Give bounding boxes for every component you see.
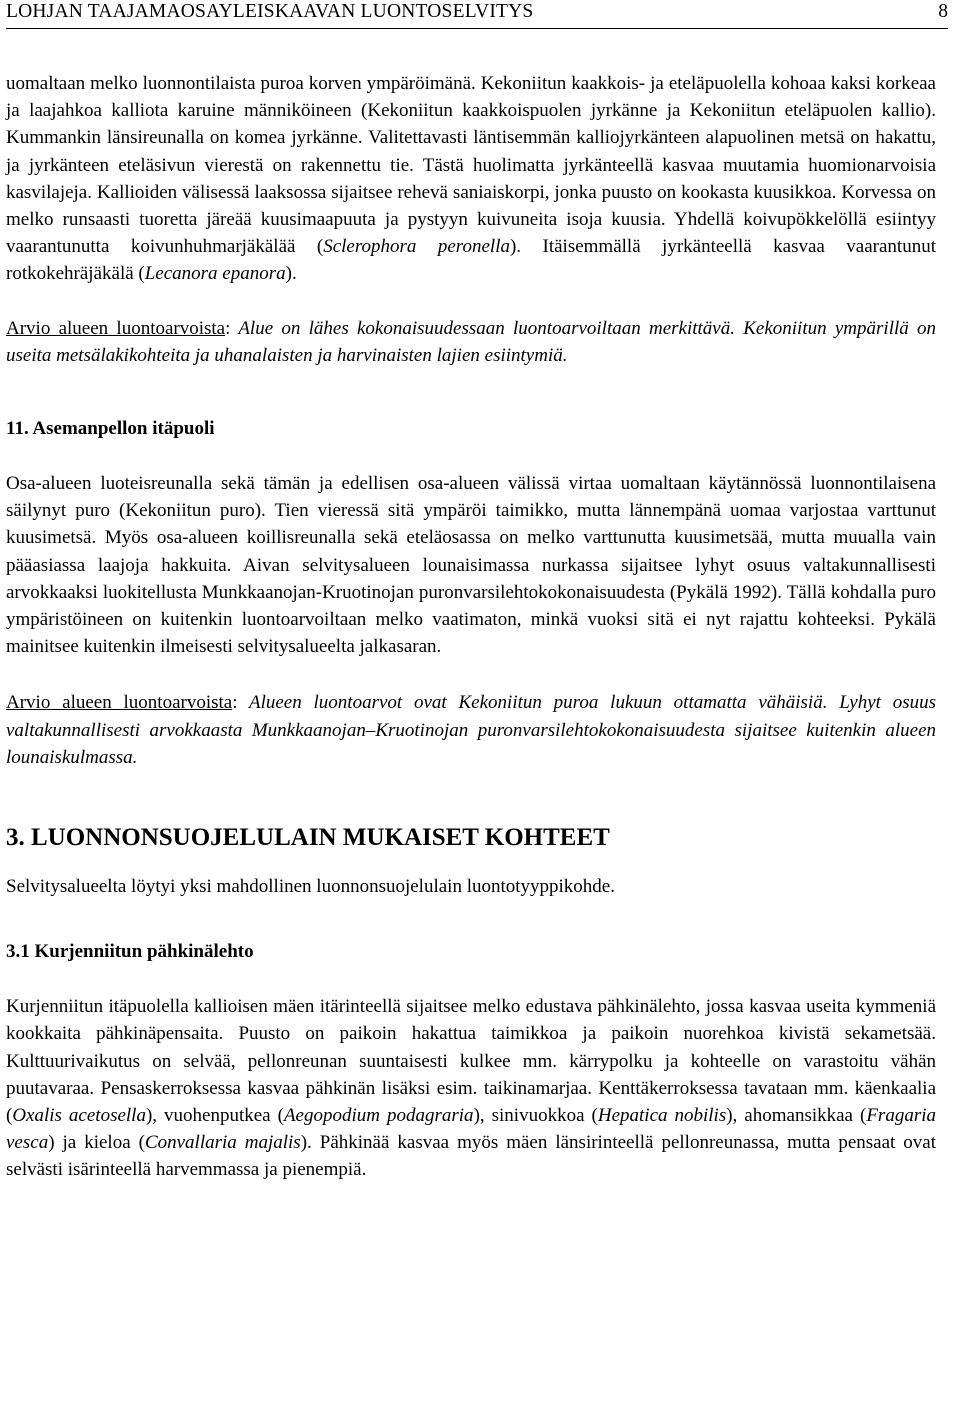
paragraph-asemanpelto: Osa-alueen luoteisreunalla sekä tämän ja edellisen osa-alueen välissä virtaa uomaltaan käytännössä luonnontilaisena säilynyt puro (Kekoniitun puro). Tien vieressä sitä ympäröi taimikko, mutta lännempänä uomaa varjostaa varttunut kuusimetsä. Myös osa-alueen koillisreunalla sekä eteläosassa on melko varttunutta kuusimetsää, mutta muualla vain pääasiassa laajoja hakkuita. Aivan selvitysalueen lounaisimassa nurkassa sijaitsee lyhyt osuus valtakunnallisesti arvokkaaksi luokitellusta Munkkaanojan-Kruotinojan puronvarsilehtokokonaisuudesta (Pykälä 1992). Tällä kohdalla puro ympäristöineen on kuitenkin luontoarvoiltaan melko vaatimaton, minkä vuoksi sitä ei nyt rajattu kohteeksi. Pykälä mainitsee kuitenkin ilmeisesti selvitysalueelta jalkasaran. bbox=[6, 473, 936, 658]
text-run: ), ahomansikkaa ( bbox=[726, 1105, 867, 1127]
evaluation-paragraph-2 bbox=[6, 689, 936, 771]
document-title: LOHJAN TAAJAMAOSAYLEISKAAVAN LUONTOSELVITYS bbox=[6, 1, 534, 22]
text-run: ). Itäisemmällä jyrkänteellä kasvaa vaarantunut rotkokehräjäkälä ( bbox=[6, 236, 936, 285]
paragraph-section3-intro: Selvitysalueelta löytyi yksi mahdollinen luonnonsuojelulain luontotyyppikohde. bbox=[6, 876, 615, 898]
text-run: uomaltaan melko luonnontilaista puroa korven ympäröimänä. Kekoniitun kaakkois- ja eteläpuolella kohoaa kaksi korkeaa ja laajahkoa kalliota karuine männiköineen (Kekoniitun kaakkoispuolen jyrkänne ja Kekoniitun eteläpuolen kallio). Kummankin länsireunalla on komea jyrkänne. Valitettavasti läntisemmän kalliojyrkänteen alapuolinen metsä on hakattu, ja jyrkänteen eteläsivun vierestä on rakennettu tie. Tästä huolimatta jyrkänteellä kasvaa muutamia huomionarvoisia kasvilajeja. Kallioiden välisessä laaksossa sijaitsee rehevä saniaiskorpi, jonka puusto on kookasta kuusikkoa. Korvessa on melko runsaasti tuoretta järeää kuusimaapuuta ja pystyyn kuivuneita isoja kuusia. Yhdellä koivupökkelöllä esiintyy vaarantunutta koivunhuhmarjäkälää ( bbox=[6, 73, 936, 258]
page-header bbox=[6, 0, 948, 29]
species-name: Convallaria majalis bbox=[144, 1132, 301, 1154]
text-run: ). bbox=[285, 263, 297, 285]
text-run: Kurjenniitun itäpuolella kallioisen mäen itärinteellä sijaitsee melko edustava pähkinälehto, jossa kasvaa useita kymmeniä kookkaita pähkinäpensaita. Puusto on paikoin hakattua taimikkoa ja paikoin nuorehkoa kivistä sekametsää. Kulttuurivaikutus on selvää, pellonreunan suuntaisesti kulkee mm. kärrypolku ja kohteelle on varastoitu vähän puutavaraa. Pensaskerroksessa kasvaa pähkinän lisäksi esim. taikinamarjaa. Kenttäkerroksessa tavataan mm. käenkaalia ( bbox=[6, 996, 936, 1127]
text-run: ) ja kieloa ( bbox=[48, 1132, 145, 1154]
chapter-heading-3: 3. LUONNONSUOJELULAIN MUKAISET KOHTEET bbox=[6, 824, 610, 852]
paragraph-pahkinalehto bbox=[6, 993, 936, 1183]
evaluation-colon: : bbox=[232, 692, 238, 714]
species-name: Lecanora epanora bbox=[144, 263, 286, 285]
species-name: Oxalis acetosella bbox=[12, 1105, 146, 1127]
evaluation-text: Alueen luontoarvot ovat Kekoniitun puroa lukuun ottamatta vähäisiä. Lyhyt osuus valtakunnallisesti arvokkaasta Munkkaanojan–Kruotinojan puronvarsilehtokokonaisuudesta sijaitsee kuitenkin alueen lounaiskulmassa. bbox=[6, 692, 936, 768]
text-run: ), sinivuokkoa ( bbox=[473, 1105, 598, 1127]
species-name: Fragaria vesca bbox=[6, 1105, 937, 1154]
species-name: Aegopodium podagraria bbox=[283, 1105, 474, 1127]
species-name: Hepatica nobilis bbox=[597, 1105, 727, 1127]
evaluation-label: Arvio alueen luontoarvoista bbox=[6, 317, 226, 339]
evaluation-label: Arvio alueen luontoarvoista bbox=[6, 692, 233, 714]
page-content bbox=[6, 70, 936, 1184]
evaluation-paragraph-1 bbox=[6, 315, 936, 369]
paragraph-kekoniitu bbox=[6, 70, 936, 288]
section-heading-3-1: 3.1 Kurjenniitun pähkinälehto bbox=[6, 941, 254, 963]
text-run: ), vuohenputkea ( bbox=[145, 1105, 284, 1127]
page-number: 8 bbox=[938, 1, 948, 22]
evaluation-colon: : bbox=[225, 317, 231, 339]
species-name: Sclerophora peronella bbox=[323, 236, 510, 258]
evaluation-text: Alue on lähes kokonaisuudessaan luontoarvoiltaan merkittävä. Kekoniitun ympärillä on useita metsälakikohteita ja uhanalaisten ja harvinaisten lajien esiintymiä. bbox=[6, 317, 937, 366]
section-heading-11: 11. Asemanpellon itäpuoli bbox=[6, 418, 215, 440]
text-run: ). Pähkinää kasvaa myös mäen länsirinteellä pellonreunassa, mutta pensaat ovat selvästi isärinteellä harvemmassa ja pienempiä. bbox=[6, 1132, 937, 1181]
